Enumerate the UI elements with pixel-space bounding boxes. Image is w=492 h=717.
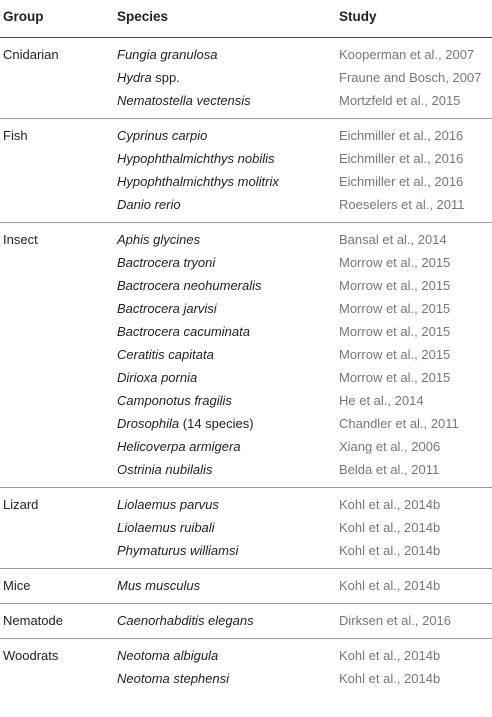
group-name: Woodrats xyxy=(3,648,59,663)
species-cell xyxy=(117,301,217,316)
species-cell xyxy=(117,497,219,512)
group-section xyxy=(0,604,492,639)
group-name: Lizard xyxy=(3,497,39,512)
group-section xyxy=(0,223,492,488)
table-row xyxy=(0,366,492,389)
study-cell: Morrow et al., 2015 xyxy=(339,324,451,339)
species-name: Dirioxa pornia xyxy=(117,370,198,385)
species-name: Fungia granulosa xyxy=(117,47,218,62)
group-name: Cnidarian xyxy=(3,47,59,62)
species-name: Caenorhabditis elegans xyxy=(117,613,254,628)
header-species: Species xyxy=(117,9,169,24)
study-cell: Kohl et al., 2014b xyxy=(339,543,441,558)
species-name: Danio rerio xyxy=(117,197,181,212)
table-row xyxy=(0,251,492,274)
table-row xyxy=(0,458,492,481)
species-cell xyxy=(117,370,197,385)
species-cell xyxy=(117,439,241,454)
species-name: Drosophila xyxy=(117,416,180,431)
species-name: Neotoma stephensi xyxy=(117,671,230,686)
study-cell: Morrow et al., 2015 xyxy=(339,255,451,270)
table-row xyxy=(0,667,492,690)
table-row xyxy=(0,147,492,170)
table-row xyxy=(0,320,492,343)
species-name: Neotoma albigula xyxy=(117,648,219,663)
species-cell xyxy=(117,93,251,108)
study-cell: Kohl et al., 2014b xyxy=(339,671,441,686)
species-name: Bactrocera tryoni xyxy=(117,255,216,270)
group-section xyxy=(0,488,492,569)
species-cell xyxy=(117,174,279,189)
table-row xyxy=(0,66,492,89)
table-body xyxy=(0,38,492,696)
species-suffix: spp. xyxy=(151,70,180,85)
study-cell: Eichmiller et al., 2016 xyxy=(339,128,464,143)
species-cell xyxy=(117,255,215,270)
study-cell: Morrow et al., 2015 xyxy=(339,347,451,362)
species-name: Ostrinia nubilalis xyxy=(117,462,213,477)
species-cell xyxy=(117,520,215,535)
species-name: Bactrocera cacuminata xyxy=(117,324,250,339)
species-cell xyxy=(117,416,254,431)
study-cell: Kohl et al., 2014b xyxy=(339,648,441,663)
table-row xyxy=(0,170,492,193)
species-name: Mus musculus xyxy=(117,578,201,593)
species-name: Bactrocera neohumeralis xyxy=(117,278,262,293)
study-cell: Morrow et al., 2015 xyxy=(339,278,451,293)
table-row xyxy=(0,297,492,320)
species-name: Hypophthalmichthys molitrix xyxy=(117,174,279,189)
species-cell xyxy=(117,128,207,143)
species-name: Hydra xyxy=(117,70,152,85)
study-cell: Xiang et al., 2006 xyxy=(339,439,441,454)
study-cell: Roeselers et al., 2011 xyxy=(339,197,465,212)
study-cell: Mortzfeld et al., 2015 xyxy=(339,93,461,108)
species-name: Camponotus fragilis xyxy=(117,393,232,408)
group-section xyxy=(0,569,492,604)
species-cell xyxy=(117,232,200,247)
header-group: Group xyxy=(3,9,44,24)
study-cell: Fraune and Bosch, 2007 xyxy=(339,70,482,85)
species-cell xyxy=(117,151,275,166)
species-name: Cyprinus carpio xyxy=(117,128,208,143)
table-row xyxy=(0,389,492,412)
species-cell xyxy=(117,278,262,293)
species-cell xyxy=(117,347,214,362)
species-name: Ceratitis capitata xyxy=(117,347,214,362)
species-name: Liolaemus parvus xyxy=(117,497,219,512)
study-cell: Chandler et al., 2011 xyxy=(339,416,459,431)
table-row xyxy=(0,574,492,597)
study-cell: He et al., 2014 xyxy=(339,393,424,408)
study-cell: Dirksen et al., 2016 xyxy=(339,613,452,628)
group-section xyxy=(0,119,492,223)
table-row xyxy=(0,89,492,112)
species-cell xyxy=(117,543,238,558)
species-cell xyxy=(117,578,200,593)
group-section xyxy=(0,639,492,696)
species-cell xyxy=(117,197,181,212)
species-name: Helicoverpa armigera xyxy=(117,439,241,454)
table-row xyxy=(0,493,492,516)
study-cell: Eichmiller et al., 2016 xyxy=(339,151,464,166)
study-cell: Eichmiller et al., 2016 xyxy=(339,174,464,189)
table-row xyxy=(0,609,492,632)
table-header xyxy=(0,0,492,38)
species-cell xyxy=(117,393,232,408)
study-cell: Morrow et al., 2015 xyxy=(339,301,451,316)
table-row xyxy=(0,228,492,251)
species-name: Hypophthalmichthys nobilis xyxy=(117,151,275,166)
study-cell: Kooperman et al., 2007 xyxy=(339,47,475,62)
species-cell xyxy=(117,70,180,85)
table-row xyxy=(0,516,492,539)
group-name: Insect xyxy=(3,232,38,247)
study-cell: Morrow et al., 2015 xyxy=(339,370,451,385)
species-name: Nematostella vectensis xyxy=(117,93,251,108)
study-cell: Kohl et al., 2014b xyxy=(339,497,441,512)
species-cell xyxy=(117,613,254,628)
study-cell: Kohl et al., 2014b xyxy=(339,578,441,593)
table-row xyxy=(0,193,492,216)
table-row xyxy=(0,124,492,147)
group-name: Nematode xyxy=(3,613,63,628)
study-cell: Bansal et al., 2014 xyxy=(339,232,447,247)
table-row xyxy=(0,274,492,297)
species-name: Liolaemus ruibali xyxy=(117,520,215,535)
table-row xyxy=(0,412,492,435)
species-cell xyxy=(117,47,217,62)
table-row xyxy=(0,435,492,458)
species-name: Phymaturus williamsi xyxy=(117,543,239,558)
table-row xyxy=(0,644,492,667)
species-name: Aphis glycines xyxy=(117,232,201,247)
study-cell: Belda et al., 2011 xyxy=(339,462,440,477)
species-suffix: (14 species) xyxy=(179,416,254,431)
study-cell: Kohl et al., 2014b xyxy=(339,520,441,535)
species-cell xyxy=(117,324,250,339)
species-cell xyxy=(117,462,212,477)
table-row xyxy=(0,343,492,366)
species-name: Bactrocera jarvisi xyxy=(117,301,217,316)
table-row xyxy=(0,43,492,66)
group-section xyxy=(0,38,492,119)
species-cell xyxy=(117,671,229,686)
species-cell xyxy=(117,648,218,663)
group-name: Fish xyxy=(3,128,28,143)
header-study: Study xyxy=(339,9,377,24)
table-row xyxy=(0,539,492,562)
group-name: Mice xyxy=(3,578,31,593)
